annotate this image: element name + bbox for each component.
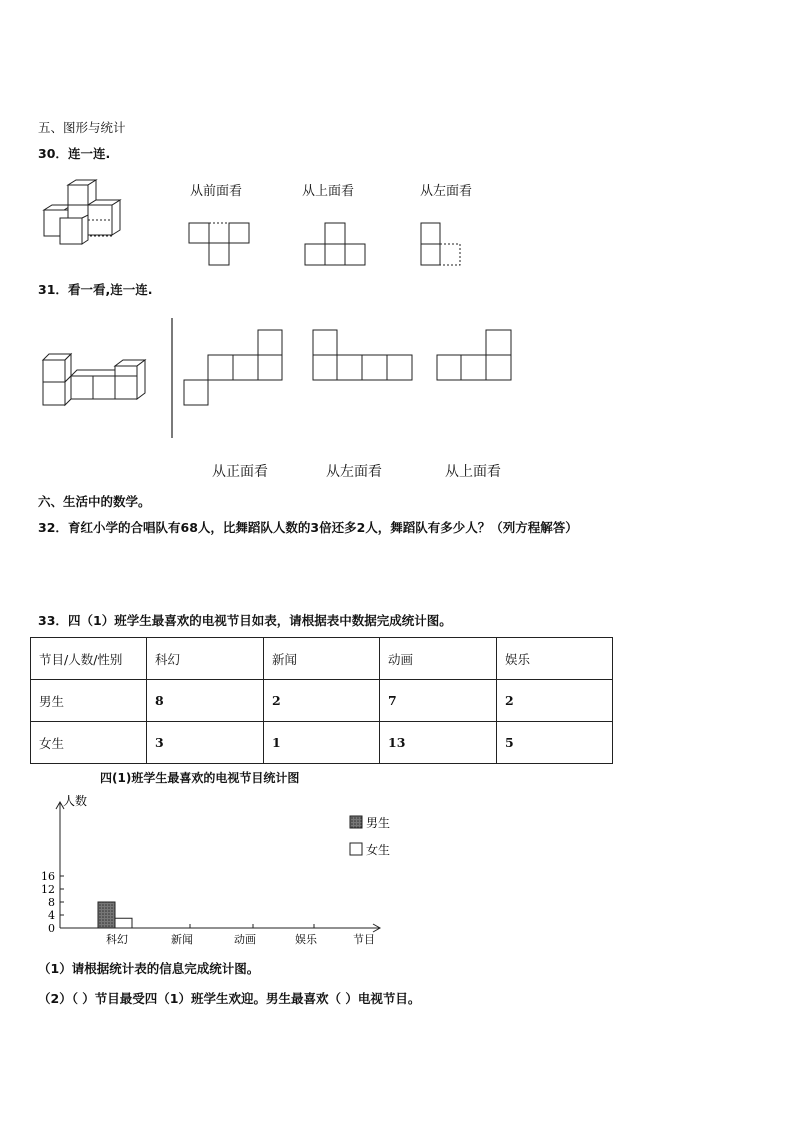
table-cell: 2 (497, 680, 613, 722)
table-cell: 男生 (31, 680, 147, 722)
table-cell: 7 (380, 680, 497, 722)
table-header-cell: 动画 (380, 638, 497, 680)
legend-label: 男生 (366, 816, 391, 830)
y-axis-label: 人数 (63, 794, 88, 808)
legend-label: 女生 (366, 843, 391, 857)
table-header-cell: 科幻 (147, 638, 264, 680)
table-cell: 3 (147, 722, 264, 764)
y-tick-label: 4 (48, 909, 55, 922)
q31-view-left: 从左面看 (326, 464, 382, 480)
x-tick-label: 新闻 (171, 933, 193, 946)
table-header-cell: 节目/人数/性别 (31, 638, 147, 680)
x-tick-label: 科幻 (106, 933, 128, 946)
x-axis-label: 节目 (353, 933, 375, 946)
table-cell: 2 (264, 680, 380, 722)
q31-cube-row-drawing (40, 352, 155, 410)
table-row (31, 722, 613, 764)
q33-data-table (30, 637, 613, 764)
chart-title: 四(1)班学生最喜欢的电视节目统计图 (100, 771, 300, 785)
table-header-row (31, 638, 613, 680)
table-cell: 5 (497, 722, 613, 764)
q32-text: 育红小学的合唱队有68人，比舞蹈队人数的3倍还多2人，舞蹈队有多少人？（列方程解答） (68, 520, 578, 535)
q30-shape-t (188, 222, 253, 267)
q31-view-front: 从正面看 (212, 464, 268, 480)
q31-view-top: 从上面看 (445, 464, 501, 480)
legend-swatch (350, 843, 362, 855)
table-row (31, 680, 613, 722)
q31-text: 看一看,连一连. (68, 282, 153, 297)
table-cell: 8 (147, 680, 264, 722)
table-header-cell: 娱乐 (497, 638, 613, 680)
q31-shape-b (312, 329, 416, 383)
section6-heading: 六、生活中的数学。 (38, 494, 151, 509)
q31-number: 31． (38, 282, 68, 297)
q30-cube-stack-drawing (40, 180, 140, 250)
section5-heading: 五、图形与统计 (38, 120, 126, 135)
y-tick-label: 16 (41, 870, 55, 883)
q30-shape-l (420, 222, 465, 267)
table-cell: 1 (264, 722, 380, 764)
q30-view-top: 从上面看 (302, 184, 355, 199)
q30-number: 30． (38, 146, 68, 161)
q33-sub2: （2）（ ）节目最受四（1）班学生欢迎。男生最喜欢（ ）电视节目。 (38, 991, 421, 1006)
q30-view-front: 从前面看 (190, 184, 243, 199)
q30-shape-inverted-t (304, 222, 369, 267)
bar-chart (30, 790, 400, 950)
q31-divider-line (170, 318, 174, 438)
y-tick-label: 0 (48, 922, 55, 935)
table-header-cell: 新闻 (264, 638, 380, 680)
x-tick-label: 娱乐 (295, 933, 317, 946)
y-tick-label: 12 (41, 883, 55, 896)
legend-swatch (350, 816, 362, 828)
bar-boys (98, 902, 115, 928)
table-cell: 13 (380, 722, 497, 764)
q33-text: 四（1）班学生最喜欢的电视节目如表，请根据表中数据完成统计图。 (68, 613, 452, 628)
q30-view-left: 从左面看 (420, 184, 473, 199)
q30-text: 连一连. (68, 146, 111, 161)
q31-shape-a (183, 329, 285, 407)
table-cell: 女生 (31, 722, 147, 764)
q32-number: 32． (38, 520, 68, 535)
bar-girls (115, 918, 132, 928)
y-tick-label: 8 (48, 896, 55, 909)
q33-number: 33． (38, 613, 68, 628)
x-tick-label: 动画 (234, 933, 256, 946)
q33-sub1: （1）请根据统计表的信息完成统计图。 (38, 961, 260, 976)
q31-shape-c (436, 329, 516, 383)
